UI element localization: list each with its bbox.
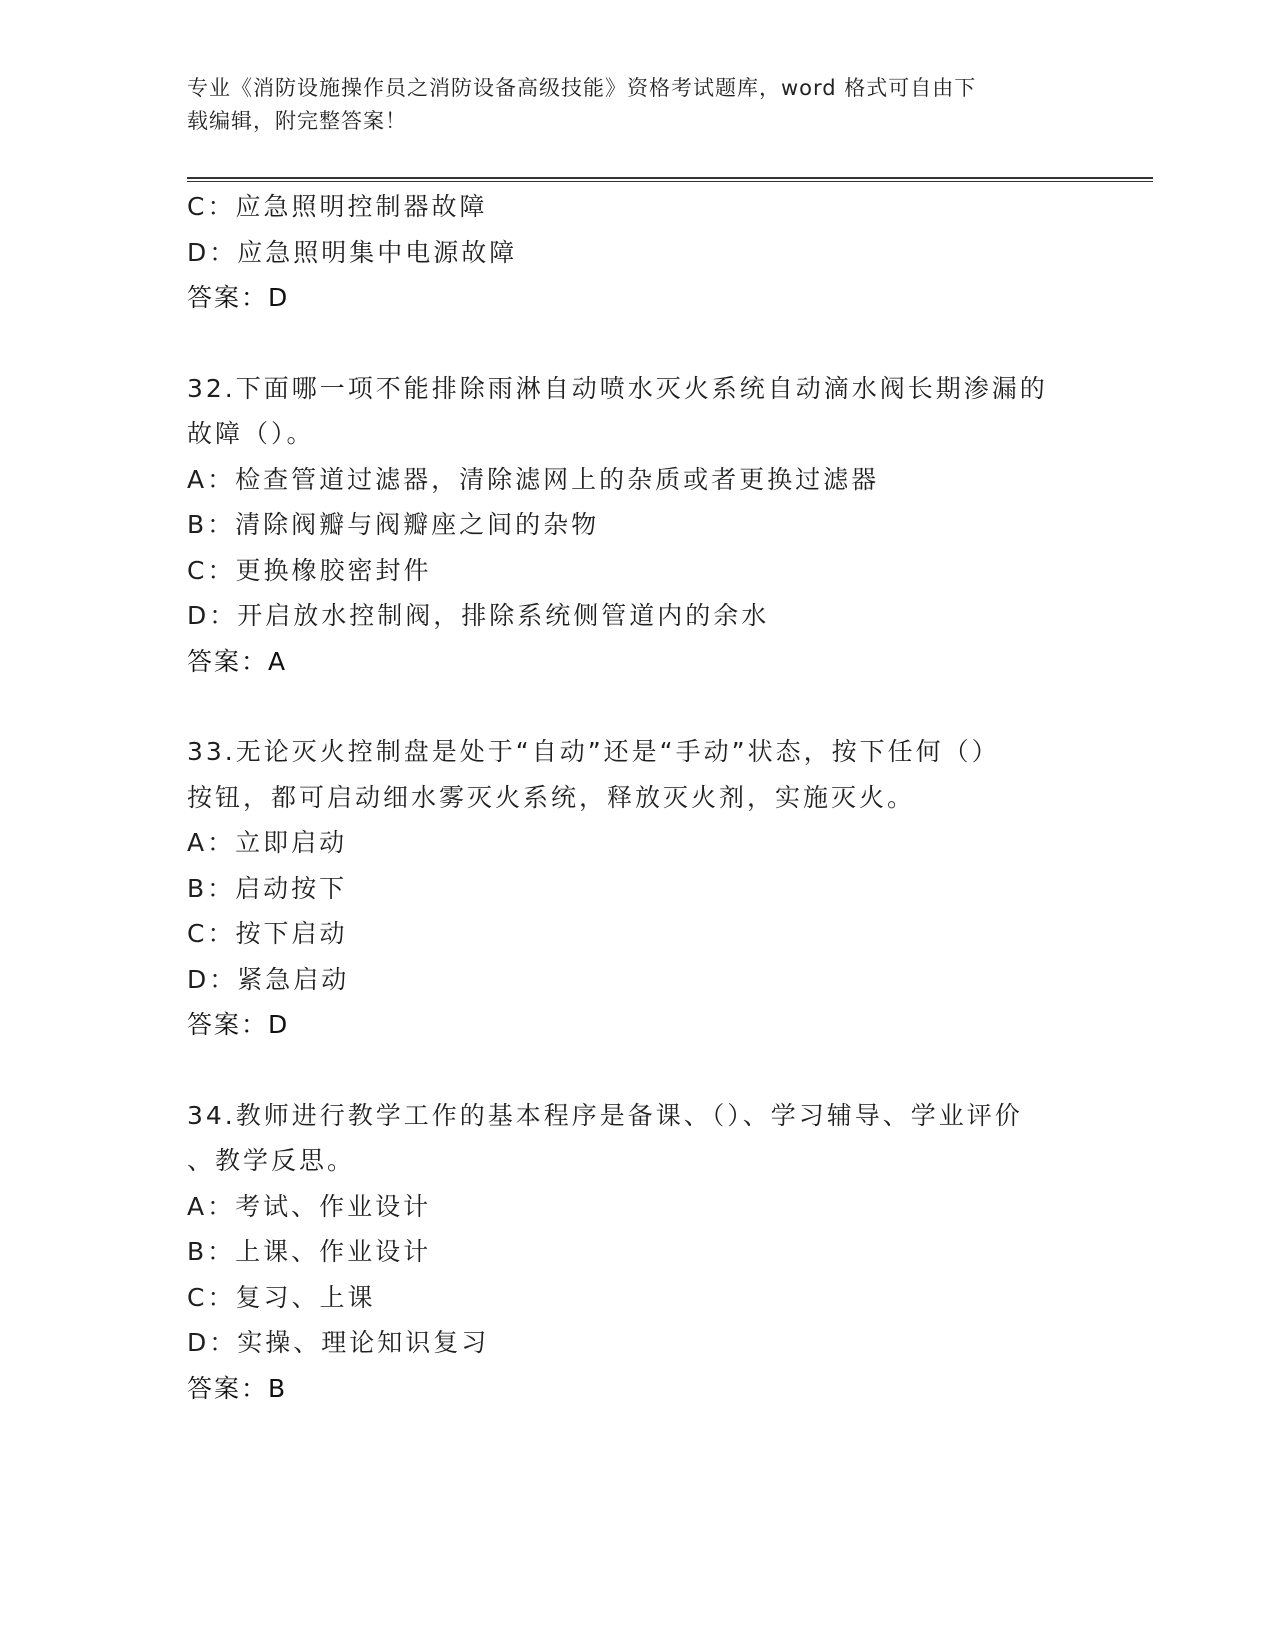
question-33 [187, 729, 1153, 1048]
question-text-line: 按钮，都可启动细水雾灭火系统，释放灭火剂，实施灭火。 [187, 782, 916, 812]
header-divider [187, 177, 1153, 182]
answer-line: 答案：D [187, 283, 290, 312]
option-c: C：按下启动 [187, 919, 348, 948]
question-text-line: 33.无论灭火控制盘是处于“自动”还是“手动”状态，按下任何（） [187, 737, 1000, 766]
question-34 [187, 1093, 1153, 1412]
answer-line: 答案：A [187, 646, 288, 676]
option-d: D：实操、理论知识复习 [187, 1328, 490, 1357]
answer-line: 答案：D [187, 1010, 290, 1039]
option-a: A：考试、作业设计 [187, 1191, 432, 1221]
question-text-line: 32.下面哪一项不能排除雨淋自动喷水灭火系统自动滴水阀长期渗漏的 [187, 373, 1048, 403]
option-b: B：上课、作业设计 [187, 1237, 432, 1266]
answer-line: 答案：B [187, 1373, 288, 1403]
question-text-line: 、教学反思。 [187, 1146, 356, 1175]
option-b: B：启动按下 [187, 873, 348, 903]
option-c: C：应急照明控制器故障 [187, 192, 488, 221]
question-32 [187, 366, 1153, 685]
page-header [187, 72, 1087, 138]
option-d: D：应急照明集中电源故障 [187, 237, 518, 267]
option-a: A：检查管道过滤器，清除滤网上的杂质或者更换过滤器 [187, 464, 880, 494]
option-b: B：清除阀瓣与阀瓣座之间的杂物 [187, 510, 600, 539]
header-line-1: 专业《消防设施操作员之消防设备高级技能》资格考试题库，word 格式可自由下 [187, 76, 977, 100]
option-c: C：更换橡胶密封件 [187, 555, 432, 585]
question-spacer [187, 321, 1153, 366]
question-spacer [187, 684, 1153, 729]
option-d: D：开启放水控制阀，排除系统侧管道内的余水 [187, 601, 770, 630]
option-a: A：立即启动 [187, 828, 348, 857]
option-d: D：紧急启动 [187, 964, 350, 994]
document-body [187, 184, 1153, 1411]
previous-question-tail [187, 184, 1153, 321]
option-c: C：复习、上课 [187, 1282, 376, 1312]
question-spacer [187, 1048, 1153, 1093]
header-line-2: 载编辑，附完整答案！ [187, 109, 407, 133]
question-text-line: 34.教师进行教学工作的基本程序是备课、（）、学习辅导、学业评价 [187, 1100, 1023, 1130]
question-text-line: 故障（）。 [187, 419, 315, 448]
